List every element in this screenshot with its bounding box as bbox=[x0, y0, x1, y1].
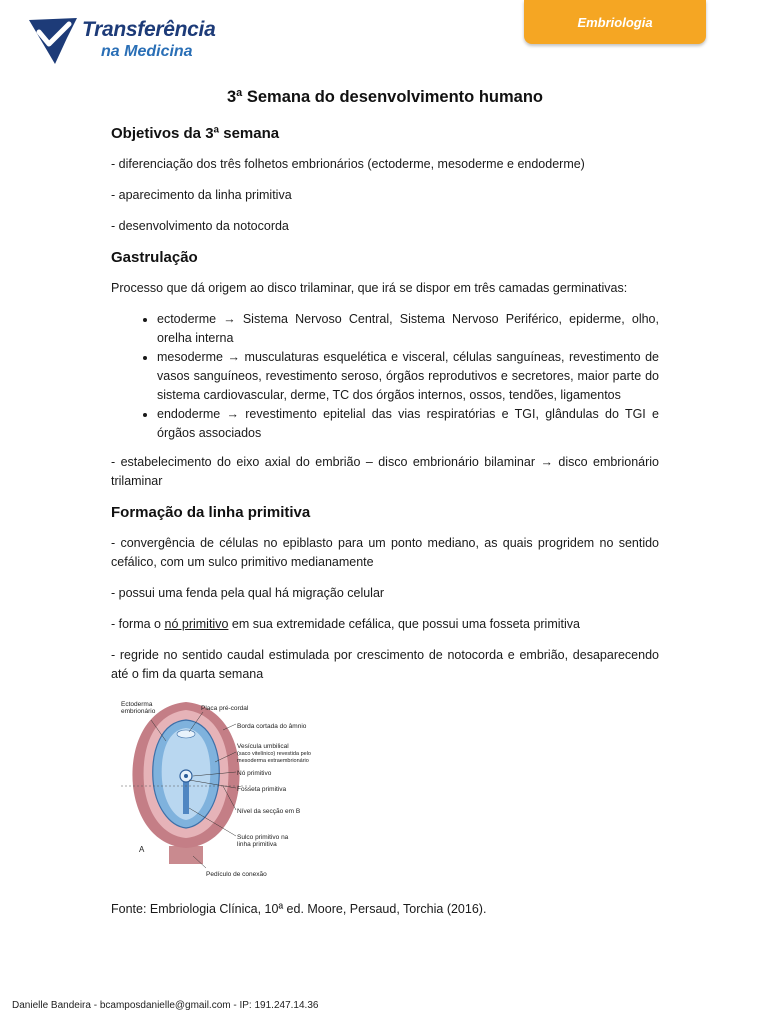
figure-label: mesoderma extraembrionário bbox=[237, 758, 309, 764]
logo-line2: na Medicina bbox=[101, 43, 193, 60]
figure-source: Fonte: Embriologia Clínica, 10ª ed. Moore, Persaud, Torchia (2016). bbox=[111, 902, 487, 916]
figure-label: Pedículo de conexão bbox=[206, 871, 267, 878]
paragraph: - regride no sentido caudal estimulada por crescimento de notocorda e embrião, desaparecendo até o fim da quarta semana bbox=[111, 648, 659, 681]
figure-label: linha primitiva bbox=[237, 841, 277, 848]
brand-logo bbox=[27, 16, 227, 68]
paragraph bbox=[111, 615, 659, 634]
section-heading-gastrulation: Gastrulação bbox=[111, 249, 198, 266]
figure-label: Vesícula umbilical bbox=[237, 743, 289, 750]
germ-layer-list bbox=[111, 310, 659, 443]
embryo-figure bbox=[111, 696, 351, 886]
checkmark-shield-icon bbox=[27, 16, 81, 66]
section-heading-primitive-streak: Formação da linha primitiva bbox=[111, 504, 311, 521]
document-body bbox=[111, 88, 659, 931]
objective-item: - diferenciação dos três folhetos embrionários (ectoderme, mesoderme e endoderme) bbox=[111, 157, 585, 171]
figure-label: Nível da secção em B bbox=[237, 808, 301, 815]
paragraph-text: em sua extremidade cefálica, que possui uma fosseta primitiva bbox=[228, 617, 580, 631]
figure-label: Sulco primitivo na bbox=[237, 834, 289, 841]
section-heading-objectives: Objetivos da 3ª semana bbox=[111, 125, 280, 142]
figure-label: Nó primitivo bbox=[237, 770, 272, 777]
list-item: • mesoderme → musculaturas esquelética e visceral, células sanguíneas, revestimento de vasos sanguíneos, revestimento seroso, órgãos reprodutivos e secretores, maior parte do sistema cardiovascular, derme, TC dos órgãos internos, ossos, tendões, ligamentos bbox=[157, 348, 659, 405]
paragraph: - possui uma fenda pela qual há migração celular bbox=[111, 586, 385, 600]
figure-letter: A bbox=[139, 845, 145, 854]
list-item: • endoderme → revestimento epitelial das vias respiratórias e TGI, glândulas do TGI e órgãos associados bbox=[157, 405, 659, 443]
figure-label: (saco vitelínico) revestida pelo bbox=[237, 751, 311, 757]
figure-label: Borda cortada do âmnio bbox=[237, 723, 307, 730]
objective-item: - aparecimento da linha primitiva bbox=[111, 188, 292, 202]
embryo-diagram bbox=[111, 696, 351, 886]
paragraph-text: - forma o bbox=[111, 617, 165, 631]
underlined-term: nó primitivo bbox=[164, 617, 229, 631]
paragraph: - convergência de células no epiblasto para um ponto mediano, as quais progridem no sentido cefálico, com um sulco primitivo medianamente bbox=[111, 536, 659, 569]
gastrulation-intro: Processo que dá origem ao disco trilaminar, que irá se dispor em três camadas germinativas: bbox=[111, 281, 628, 295]
figure-label: Ectoderma bbox=[121, 701, 153, 708]
page-title: 3ª Semana do desenvolvimento humano bbox=[226, 88, 543, 106]
figure-label: embrionário bbox=[121, 708, 156, 715]
logo-line1: Transferência bbox=[82, 18, 216, 41]
objective-item: - desenvolvimento da notocorda bbox=[111, 219, 289, 233]
subject-tag: Embriologia bbox=[524, 0, 706, 44]
figure-label: Fosseta primitiva bbox=[237, 786, 287, 793]
list-item: • ectoderme → Sistema Nervoso Central, Sistema Nervoso Periférico, epiderme, olho, orelha interna bbox=[157, 310, 659, 348]
gastrulation-closing: - estabelecimento do eixo axial do embrião – disco embrionário bilaminar → disco embrionário trilaminar bbox=[111, 455, 659, 488]
figure-label: Placa pré-cordal bbox=[201, 705, 249, 712]
watermark-footer: Danielle Bandeira - bcamposdanielle@gmail.com - IP: 191.247.14.36 bbox=[12, 1000, 319, 1011]
